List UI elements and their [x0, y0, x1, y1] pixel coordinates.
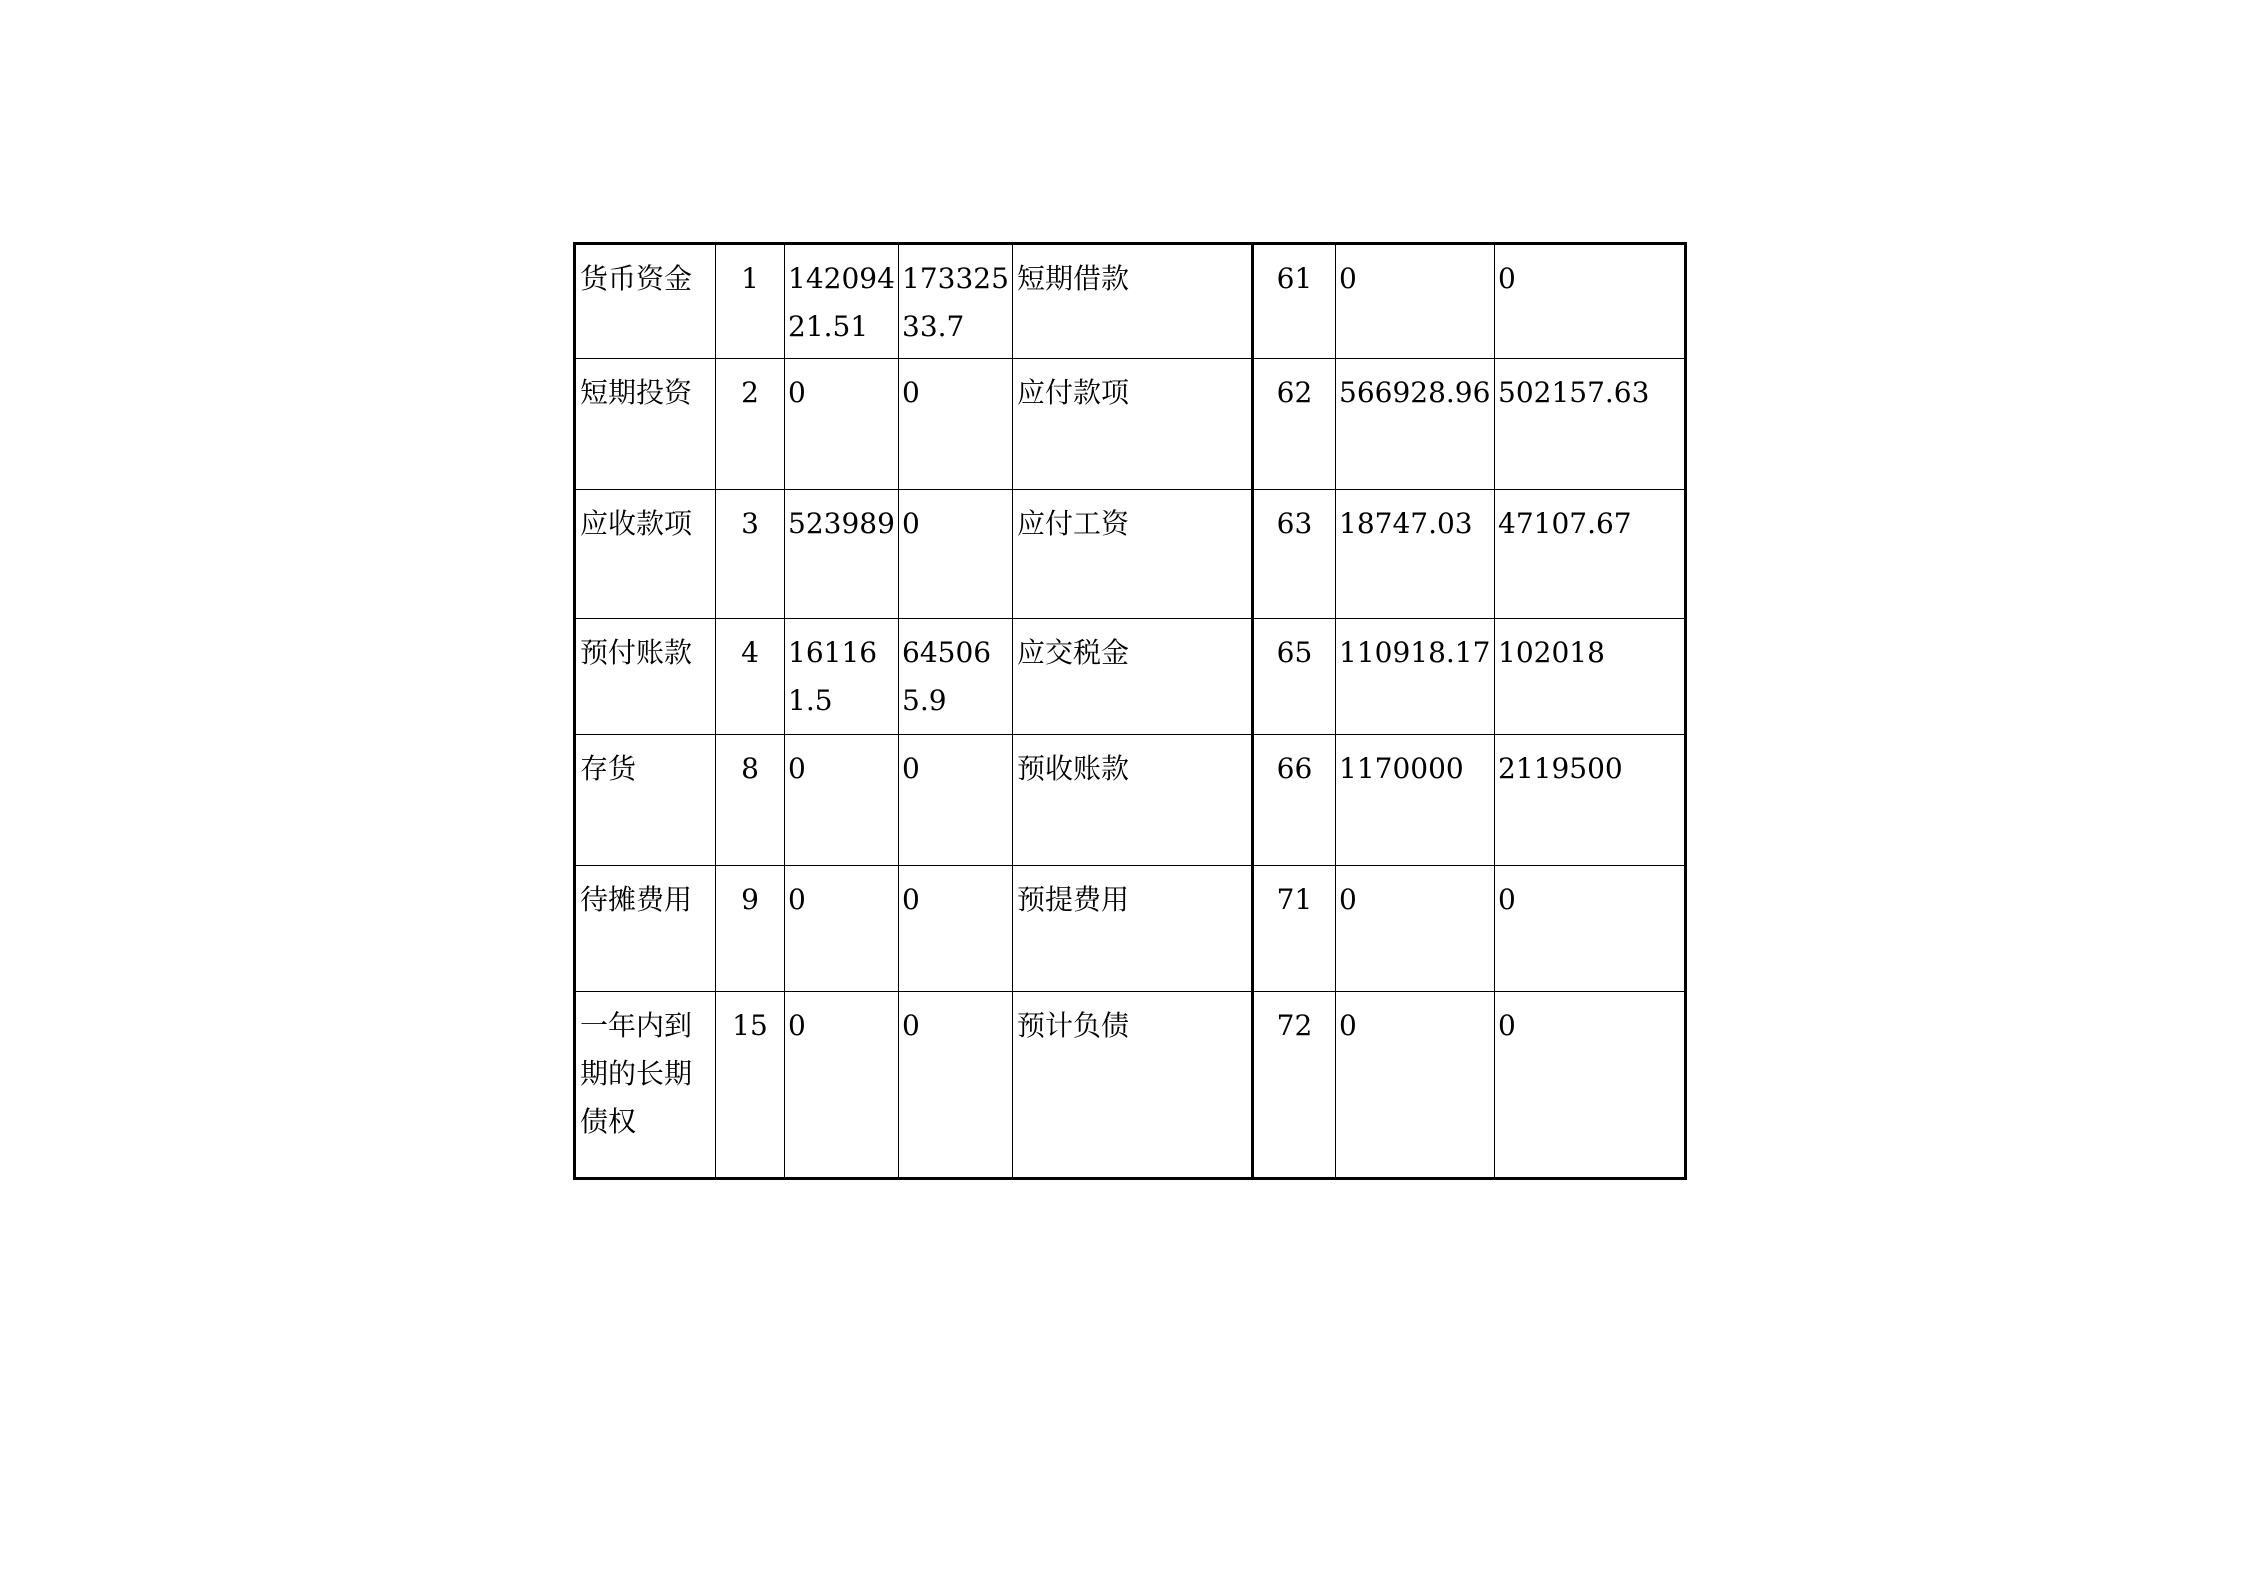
liability-begin-balance: 0	[1495, 992, 1686, 1179]
liability-begin-balance: 102018	[1495, 619, 1686, 735]
asset-end-balance: 0	[785, 866, 899, 992]
liability-line-number: 61	[1253, 244, 1336, 359]
asset-end-balance: 161161.5	[785, 619, 899, 735]
asset-line-number: 15	[716, 992, 785, 1179]
asset-end-balance: 523989	[785, 490, 899, 619]
liability-item-name: 应付工资	[1013, 490, 1253, 619]
asset-line-number: 8	[716, 735, 785, 866]
table-row	[575, 992, 1686, 1179]
asset-item-name: 一年内到期的长期债权	[575, 992, 716, 1179]
asset-begin-balance: 0	[899, 490, 1013, 619]
liability-item-name: 短期借款	[1013, 244, 1253, 359]
asset-item-name: 货币资金	[575, 244, 716, 359]
asset-line-number: 2	[716, 359, 785, 490]
liability-begin-balance: 0	[1495, 866, 1686, 992]
liability-line-number: 63	[1253, 490, 1336, 619]
table-row	[575, 619, 1686, 735]
liability-begin-balance: 502157.63	[1495, 359, 1686, 490]
asset-end-balance: 14209421.51	[785, 244, 899, 359]
liability-end-balance: 110918.17	[1336, 619, 1495, 735]
table-row	[575, 359, 1686, 490]
liability-begin-balance: 2119500	[1495, 735, 1686, 866]
asset-begin-balance: 0	[899, 992, 1013, 1179]
asset-begin-balance: 0	[899, 735, 1013, 866]
asset-item-name: 预付账款	[575, 619, 716, 735]
asset-item-name: 存货	[575, 735, 716, 866]
asset-line-number: 1	[716, 244, 785, 359]
table-row	[575, 735, 1686, 866]
asset-item-name: 应收款项	[575, 490, 716, 619]
liability-end-balance: 0	[1336, 992, 1495, 1179]
table-row	[575, 490, 1686, 619]
asset-line-number: 4	[716, 619, 785, 735]
asset-begin-balance: 0	[899, 866, 1013, 992]
asset-begin-balance: 0	[899, 359, 1013, 490]
liability-end-balance: 566928.96	[1336, 359, 1495, 490]
liability-line-number: 62	[1253, 359, 1336, 490]
liability-item-name: 应付款项	[1013, 359, 1253, 490]
table-row	[575, 866, 1686, 992]
liability-end-balance: 18747.03	[1336, 490, 1495, 619]
table-row	[575, 244, 1686, 359]
asset-begin-balance: 645065.9	[899, 619, 1013, 735]
asset-line-number: 3	[716, 490, 785, 619]
asset-end-balance: 0	[785, 992, 899, 1179]
liability-item-name: 预收账款	[1013, 735, 1253, 866]
liability-end-balance: 0	[1336, 244, 1495, 359]
asset-line-number: 9	[716, 866, 785, 992]
liability-begin-balance: 47107.67	[1495, 490, 1686, 619]
liability-item-name: 预提费用	[1013, 866, 1253, 992]
liability-item-name: 应交税金	[1013, 619, 1253, 735]
asset-item-name: 短期投资	[575, 359, 716, 490]
balance-sheet-body	[575, 244, 1686, 1179]
liability-end-balance: 0	[1336, 866, 1495, 992]
asset-begin-balance: 17332533.7	[899, 244, 1013, 359]
asset-item-name: 待摊费用	[575, 866, 716, 992]
liability-end-balance: 1170000	[1336, 735, 1495, 866]
liability-begin-balance: 0	[1495, 244, 1686, 359]
liability-line-number: 71	[1253, 866, 1336, 992]
balance-sheet-table	[573, 242, 1687, 1180]
asset-end-balance: 0	[785, 735, 899, 866]
asset-end-balance: 0	[785, 359, 899, 490]
liability-line-number: 66	[1253, 735, 1336, 866]
liability-line-number: 72	[1253, 992, 1336, 1179]
liability-item-name: 预计负债	[1013, 992, 1253, 1179]
liability-line-number: 65	[1253, 619, 1336, 735]
